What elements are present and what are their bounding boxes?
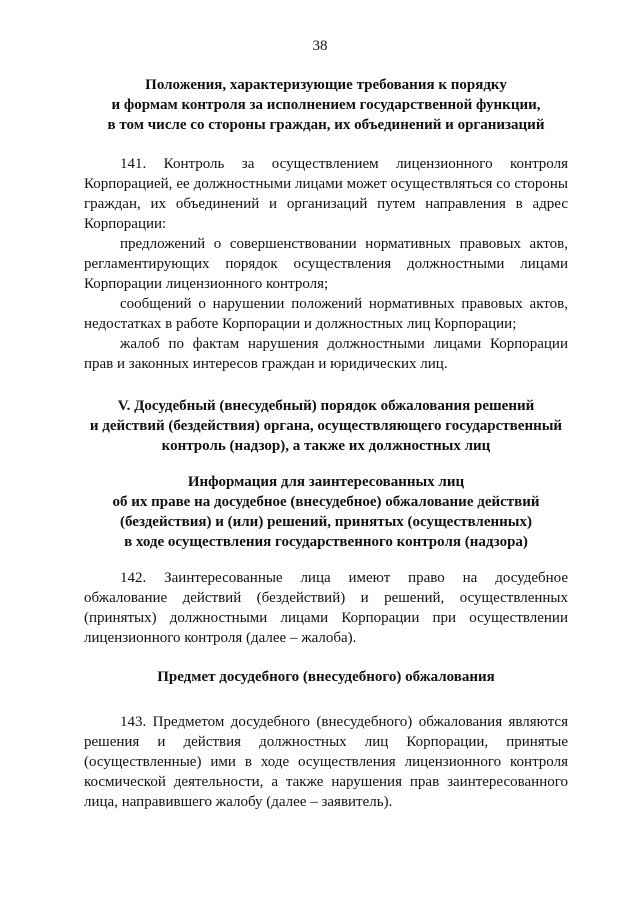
heading-line: и формам контроля за исполнением государственной функции, (111, 97, 541, 113)
paragraph-reports: сообщений о нарушении положений нормативных правовых актов, недостатках в работе Корпорации и должностных лиц Корпорации; (84, 296, 568, 332)
section-body-control-requirements (84, 154, 568, 374)
heading-line: об их праве на досудебное (внесудебное) обжалование действий (112, 494, 540, 510)
heading-line: (бездействия) и (или) решений, принятых (осуществленных) (120, 514, 532, 530)
chapter-heading-pretrial-appeal (84, 396, 568, 456)
heading-line: V. Досудебный (внесудебный) порядок обжалования решений (117, 398, 535, 414)
paragraph-proposals: предложений о совершенствовании нормативных правовых актов, регламентирующих порядок осуществления должностными лицами Корпорации лицензионного контроля; (84, 236, 568, 292)
section-body-subject-of-appeal (84, 712, 568, 812)
heading-line: Информация для заинтересованных лиц (187, 474, 465, 490)
heading-line: Предмет досудебного (внесудебного) обжалования (157, 669, 495, 685)
section-heading-subject-of-appeal (84, 667, 568, 687)
paragraph-143: 143. Предметом досудебного (внесудебного) обжалования являются решения и действия должностных лиц Корпорации, принятые (осуществленные) ими в ходе осуществления лицензионного контроля космической деятельности, а также нарушения прав заинтересованного лица, направившего жалобу (далее – заявитель). (84, 714, 568, 810)
section-heading-control-requirements (84, 75, 568, 135)
section-heading-information-for-interested-persons (84, 472, 568, 552)
paragraph-142: 142. Заинтересованные лица имеют право на досудебное обжалование действий (бездействий) и решений, осуществленных (принятых) должностными лицами Корпорации при осуществлении лицензионного контроля (далее – жалоба). (84, 570, 568, 646)
heading-line: в том числе со стороны граждан, их объединений и организаций (107, 117, 545, 133)
section-body-information (84, 568, 568, 648)
heading-line: контроль (надзор), а также их должностных лиц (161, 438, 491, 454)
heading-line: Положения, характеризующие требования к порядку (145, 77, 507, 93)
paragraph-141: 141. Контроль за осуществлением лицензионного контроля Корпорацией, ее должностными лицами может осуществляться со стороны граждан, их объединений и организаций путем направления в адрес Корпорации: (84, 156, 568, 232)
paragraph-complaints: жалоб по фактам нарушения должностными лицами Корпорации прав и законных интересов граждан и юридических лиц. (84, 336, 568, 372)
heading-line: в ходе осуществления государственного контроля (надзора) (124, 534, 528, 550)
heading-line: и действий (бездействия) органа, осуществляющего государственный (89, 418, 563, 434)
page-number: 38 (312, 38, 328, 54)
